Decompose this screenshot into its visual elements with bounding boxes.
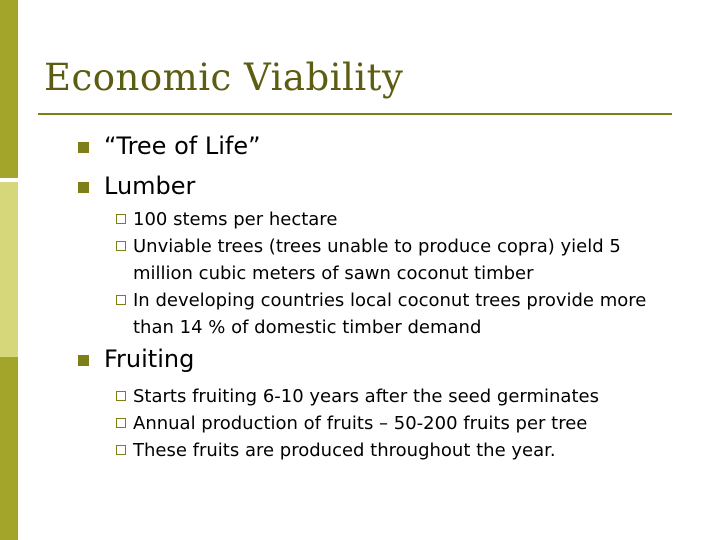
sub-bullet xyxy=(116,437,676,464)
hollow-square-bullet-icon xyxy=(116,391,126,401)
square-bullet-icon xyxy=(78,355,89,366)
sub-bullet xyxy=(116,383,676,410)
hollow-square-bullet-icon xyxy=(116,214,126,224)
hollow-square-bullet-icon xyxy=(116,295,126,305)
sub-bullet-text: Annual production of fruits – 50-200 fruits per tree xyxy=(133,413,588,434)
slide-title: Economic Viability xyxy=(44,56,404,99)
square-bullet-icon xyxy=(78,182,89,193)
hollow-square-bullet-icon xyxy=(116,241,126,251)
left-bar-top xyxy=(0,0,18,178)
sub-bullet-text: 100 stems per hectare xyxy=(133,209,338,230)
sub-bullet-text: In developing countries local coconut trees provide more than 14 % of domestic timber demand xyxy=(133,290,647,338)
sub-bullet xyxy=(116,410,676,437)
title-underline xyxy=(38,113,672,115)
square-bullet-icon xyxy=(78,142,89,153)
sub-bullet-text: Starts fruiting 6-10 years after the seed germinates xyxy=(133,386,599,407)
hollow-square-bullet-icon xyxy=(116,418,126,428)
sub-bullet-text: Unviable trees (trees unable to produce copra) yield 5 million cubic meters of sawn coconut timber xyxy=(133,236,621,284)
hollow-square-bullet-icon xyxy=(116,445,126,455)
bullet-text: Lumber xyxy=(104,172,196,200)
sub-bullet xyxy=(116,233,676,287)
sub-bullet xyxy=(116,206,676,233)
left-bar-middle xyxy=(0,182,18,357)
bullet-text: Fruiting xyxy=(104,345,195,373)
bullet-text: “Tree of Life” xyxy=(104,132,261,160)
sub-bullet xyxy=(116,287,676,341)
sub-bullet-text: These fruits are produced throughout the year. xyxy=(133,440,556,461)
left-bar-bottom xyxy=(0,357,18,540)
